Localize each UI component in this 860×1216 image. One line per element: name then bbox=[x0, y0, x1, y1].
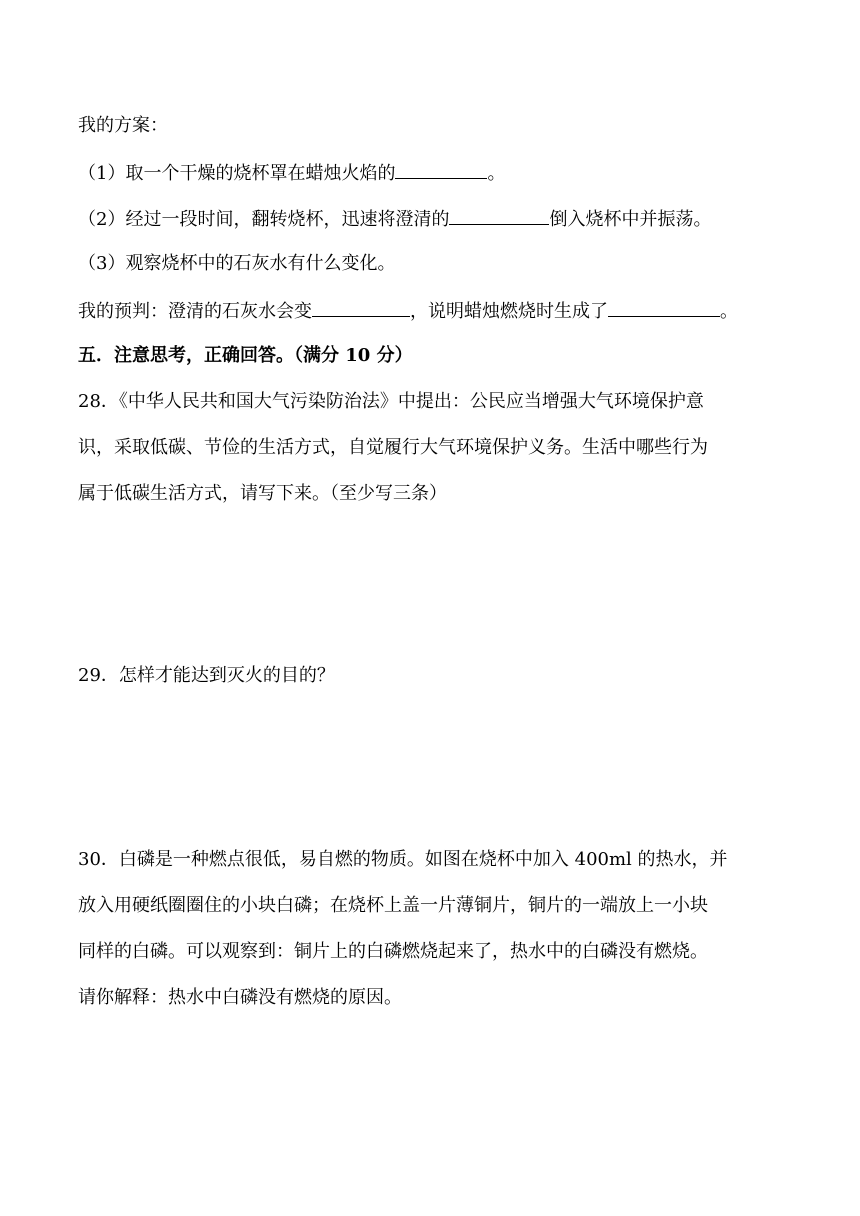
answer-blank-product[interactable] bbox=[608, 298, 720, 317]
question-30-line-2 bbox=[78, 894, 708, 918]
step-2-end: 倒入烧杯中并振荡。 bbox=[549, 209, 712, 230]
plan-step-2 bbox=[78, 206, 711, 232]
question-28-line-1 bbox=[78, 390, 704, 414]
prediction bbox=[78, 298, 738, 324]
answer-blank-limewater-change[interactable] bbox=[312, 298, 410, 317]
section-5-title-text: 五．注意思考，正确回答。（满分 10 分） bbox=[78, 345, 413, 366]
q28-line-2: 识，采取低碳、节俭的生活方式，自觉履行大气环境保护义务。生活中哪些行为 bbox=[78, 437, 708, 458]
q28-line-3: 属于低碳生活方式，请写下来。（至少写三条） bbox=[78, 483, 447, 504]
answer-blank-flame-part[interactable] bbox=[395, 160, 487, 179]
answer-blank-clear-liquid[interactable] bbox=[449, 206, 549, 225]
q30-line-1: 30．白磷是一种燃点很低，易自燃的物质。如图在烧杯中加入 400ml 的热水，并 bbox=[78, 849, 728, 870]
question-28-line-2 bbox=[78, 436, 708, 460]
question-30-line-3 bbox=[78, 940, 708, 964]
question-29 bbox=[78, 664, 335, 688]
question-30-line-4 bbox=[78, 986, 402, 1010]
q30-line-3: 同样的白磷。可以观察到：铜片上的白磷燃烧起来了，热水中的白磷没有燃烧。 bbox=[78, 941, 708, 962]
question-30-line-1 bbox=[78, 848, 728, 872]
plan-heading-text: 我的方案： bbox=[78, 115, 168, 136]
step-2-text: （2）经过一段时间，翻转烧杯，迅速将澄清的 bbox=[78, 209, 450, 230]
q30-line-2: 放入用硬纸圈圈住的小块白磷；在烧杯上盖一片薄铜片，铜片的一端放上一小块 bbox=[78, 895, 708, 916]
plan-heading bbox=[78, 114, 168, 138]
prediction-text-b: ，说明蜡烛燃烧时生成了 bbox=[410, 301, 608, 322]
step-3-text: （3）观察烧杯中的石灰水有什么变化。 bbox=[78, 253, 396, 274]
question-28-line-3 bbox=[78, 482, 447, 506]
q29-line-1: 29．怎样才能达到灭火的目的？ bbox=[78, 665, 335, 686]
section-5-title bbox=[78, 344, 413, 368]
plan-step-1 bbox=[78, 160, 505, 186]
step-1-text: （1）取一个干燥的烧杯罩在蜡烛火焰的 bbox=[78, 163, 396, 184]
step-1-end: 。 bbox=[487, 163, 506, 184]
prediction-end: 。 bbox=[720, 301, 738, 322]
q28-line-1: 28．《中华人民共和国大气污染防治法》中提出：公民应当增强大气环境保护意 bbox=[78, 391, 704, 412]
plan-step-3 bbox=[78, 252, 395, 276]
q30-line-4: 请你解释：热水中白磷没有燃烧的原因。 bbox=[78, 987, 402, 1008]
prediction-text-a: 我的预判：澄清的石灰水会变 bbox=[78, 301, 312, 322]
